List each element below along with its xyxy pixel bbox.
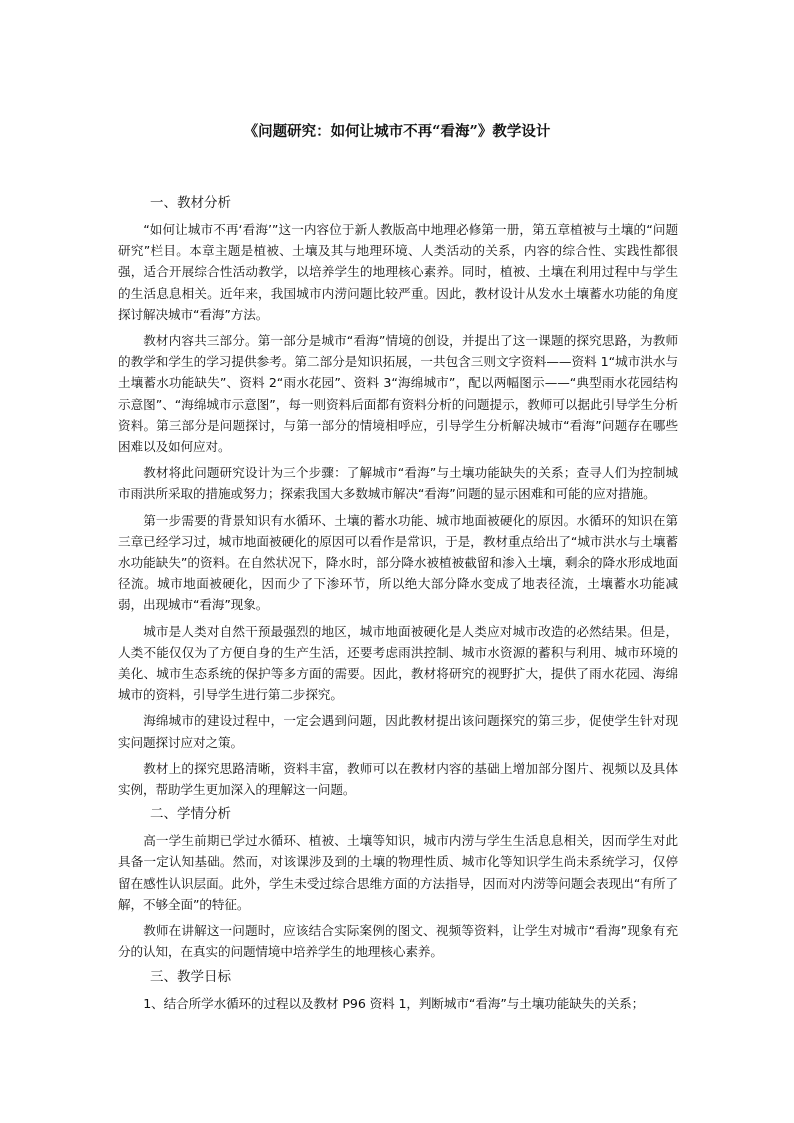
paragraph: “如何让城市不再‘看海’”这一内容位于新人教版高中地理必修第一册，第五章植被与土壤的“问题研究”栏目。本章主题是植被、土壤及其与地理环境、人类活动的关系，内容的综合性、实践性都很强，适合开展综合性活动教学，以培养学生的地理核心素养。同时，植被、土壤在利用过程中与学生的生活息息相关。近年来，我国城市内涝问题比较严重。因此，教材设计从发水土壤蓄水功能的角度探讨解决城市“看海”方法。 [118, 222, 678, 322]
paragraph: 教材内容共三部分。第一部分是城市“看海”情境的创设，并提出了这一课题的探究思路，为教师的教学和学生的学习提供参考。第二部分是知识拓展，一共包含三则文字资料——资料 1“城市洪水与土壤蓄水功能缺失”、资料 2“雨水花园”、资料 3“海绵城市”，配以两幅图示——“典型雨水花园结构示意图”、“海绵城市示意图”，每一则资料后面都有资料分析的问题提示，教师可以据此引导学生分析资料。第三部分是问题探讨，与第一部分的情境相呼应，引导学生分析解决城市“看海”问题存在哪些困难以及如何应对。 [118, 333, 678, 455]
section-heading: 一、教材分析 [150, 195, 231, 211]
section-student-analysis [118, 803, 678, 962]
paragraph: 1、结合所学水循环的过程以及教材 P96 资料 1，判断城市“看海”与土壤功能缺失的关系； [143, 995, 645, 1011]
paragraph: 第一步需要的背景知识有水循环、土壤的蓄水功能、城市地面被硬化的原因。水循环的知识在第三章已经学习过，城市地面被硬化的原因可以看作是常识，于是，教材重点给出了“城市洪水与土壤蓄水功能缺失”的资料。在自然状况下，降水时，部分降水被植被截留和渗入土壤，剩余的降水形成地面径流。城市地面被硬化，因而少了下渗环节，所以绝大部分降水变成了地表径流，土壤蓄水功能减弱，出现城市“看海”现象。 [118, 512, 678, 613]
paragraph: 教材将此问题研究设计为三个步骤：了解城市“看海”与土壤功能缺失的关系；查寻人们为控制城市雨洪所采取的措施或努力；探索我国大多数城市解决“看海”问题的显示困难和可能的应对措施。 [118, 465, 678, 502]
section-heading: 二、学情分析 [150, 806, 231, 823]
paragraph: 城市是人类对自然干预最强烈的地区，城市地面被硬化是人类应对城市改造的必然结果。但是，人类不能仅仅为了方便自身的生产生活，还要考虑雨洪控制、城市水资源的蓄积与利用、城市环境的美化、城市生态系统的保护等多方面的需要。因此，教材将研究的视野扩大，提供了雨水花园、海绵城市的资料，引导学生进行第二步探究。 [118, 623, 678, 703]
paragraph: 教材上的探究思路清晰，资料丰富，教师可以在教材内容的基础上增加部分图片、视频以及具体实例，帮助学生更加深入的理解这一问题。 [118, 760, 678, 798]
paragraph: 教师在讲解这一问题时，应该结合实际案例的图文、视频等资料，让学生对城市“看海”现象有充分的认知，在真实的问题情境中培养学生的地理核心素养。 [118, 923, 678, 960]
document-title: 《问题研究：如何让城市不再“看海”》教学设计 [243, 123, 551, 140]
section-textbook-analysis [118, 192, 678, 800]
paragraph: 高一学生前期已学过水循环、植被、土壤等知识，城市内涝与学生生活息息相关，因而学生对此具备一定认知基础。然而，对该课涉及到的土壤的物理性质、城市化等知识学生尚未系统学习，仅停留在感性认识层面。此外，学生未受过综合思维方面的方法指导，因而对内涝等问题会表现出“有所了解，不够全面”的特征。 [118, 833, 678, 912]
document-body [118, 192, 678, 1019]
paragraph: 海绵城市的建设过程中，一定会遇到问题，因此教材提出该问题探究的第三步，促使学生针对现实问题探讨应对之策。 [118, 713, 678, 750]
section-teaching-goals [118, 966, 678, 1014]
section-heading: 三、教学日标 [150, 968, 231, 985]
